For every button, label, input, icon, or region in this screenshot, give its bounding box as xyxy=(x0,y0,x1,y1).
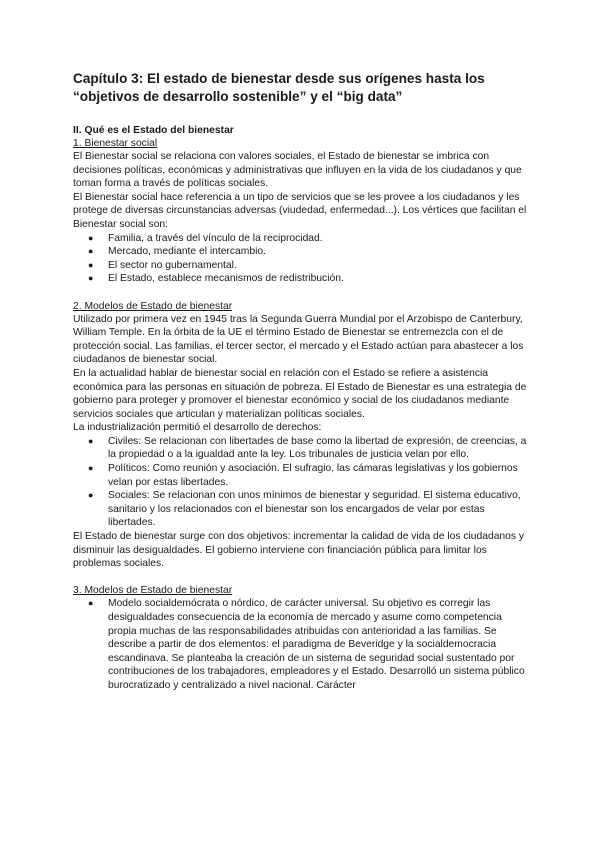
bullet-dot-icon: ● xyxy=(88,598,94,609)
subsection-title-modelos: 2. Modelos de Estado de bienestar xyxy=(73,300,233,312)
paragraph: El Estado de bienestar surge con dos objetivos: incrementar la calidad de vida de los ciudadanos y disminuir las desigualdades. El gobierno interviene con financiación pública para limitar los problemas sociales. xyxy=(73,531,525,570)
subsection-title-bienestar-social: 1. Bienestar social xyxy=(73,138,158,149)
list-item-text: Civiles: Se relacionan con libertades de base como la libertad de expresión, de creencias, a la propiedad o a la igualdad ante la ley. Los tribunales de justicia velan por ello. xyxy=(108,435,527,461)
bullet-dot-icon: ● xyxy=(88,232,94,243)
paragraph: La industrialización permitió el desarrollo de derechos: xyxy=(73,422,322,434)
list-item xyxy=(88,435,533,462)
list-item-text: Políticos: Como reunión y asociación. El sufragio, las cámaras legislativas y los gobiernos velan por estas libertades. xyxy=(108,463,518,488)
bullet-list xyxy=(73,232,533,286)
list-item-text: Modelo socialdemócrata o nórdico, de carácter universal. Su objetivo es corregir las desigualdades consecuencia de la economía de mercado y asume como competencia propia muchas de las responsabilidades atribuidas con anterioridad a las familias. Se describe a partir de dos elementos: el paradigma de Beveridge y la socialdemocracia escandinava. Se planteaba la creación de un sistema de seguridad social sustentado por contribuciones de los trabajadores, empleadores y el Estado. Desarrolló un sistema público burocratizado y centralizado a nivel nacional. Carácter xyxy=(108,598,525,691)
bullet-dot-icon: ● xyxy=(88,259,94,270)
list-item xyxy=(88,259,533,273)
paragraph: El Bienestar social se relaciona con valores sociales, el Estado de bienestar se imbrica con decisiones políticas, económicas y administrativas que influyen en la vida de los ciudadanos y que toman forma a través de políticas sociales. xyxy=(73,151,522,190)
list-item xyxy=(88,272,533,286)
bullet-list xyxy=(73,597,533,692)
list-item xyxy=(88,462,533,489)
bullet-dot-icon: ● xyxy=(88,463,94,474)
list-item xyxy=(88,245,533,259)
list-item xyxy=(88,489,533,530)
paragraph: El Bienestar social hace referencia a un tipo de servicios que se les provee a los ciudadanos y les protege de diversas circunstancias adversas (viudedad, enfermedad...). Los vértices que facilitan el Bienestar social son: xyxy=(73,191,527,230)
bullet-dot-icon: ● xyxy=(88,246,94,257)
list-item-text: Mercado, mediante el intercambio. xyxy=(108,246,266,258)
bullet-dot-icon: ● xyxy=(88,435,94,446)
list-item xyxy=(88,597,533,692)
paragraph: Utilizado por primera vez en 1945 tras la Segunda Guerra Mundial por el Arzobispo de Canterbury, William Temple. En la órbita de la UE el término Estado de Bienestar se entremezcla con el de protección social. Las familias, el tercer sector, el mercado y el Estado actúan para abastecer a los ciudadanos de bienestar social. xyxy=(73,313,524,366)
document-content xyxy=(73,70,533,693)
list-item-text: El sector no gubernamental. xyxy=(108,259,237,271)
bullet-dot-icon: ● xyxy=(88,490,94,501)
list-item-text: El Estado, establece mecanismos de redistribución. xyxy=(108,273,344,285)
subsection-title-modelos-2: 3. Modelos de Estado de bienestar xyxy=(73,585,233,597)
chapter-title: Capítulo 3: El estado de bienestar desde sus orígenes hasta los “objetivos de desarrollo sostenible” y el “big data” xyxy=(73,71,485,104)
paragraph: En la actualidad hablar de bienestar social en relación con el Estado se refiere a asistencia económica para las personas en situación de pobreza. El Estado de Bienestar es una estrategia de gobierno para proteger y promover el bienestar económico y social de los ciudadanos mediante servicios sociales que articulan y materializan políticas sociales. xyxy=(73,367,527,420)
list-item xyxy=(88,232,533,246)
bullet-dot-icon: ● xyxy=(88,273,94,284)
section-heading: II. Qué es el Estado del bienestar xyxy=(73,125,234,136)
bullet-list xyxy=(73,435,533,530)
list-item-text: Sociales: Se relacionan con unos mínimos de bienestar y seguridad. El sistema educativo, sanitario y los relacionados con el bienestar son los encargados de velar por estas libertades. xyxy=(108,490,521,529)
list-item-text: Familia, a través del vínculo de la reciprocidad. xyxy=(108,232,323,244)
